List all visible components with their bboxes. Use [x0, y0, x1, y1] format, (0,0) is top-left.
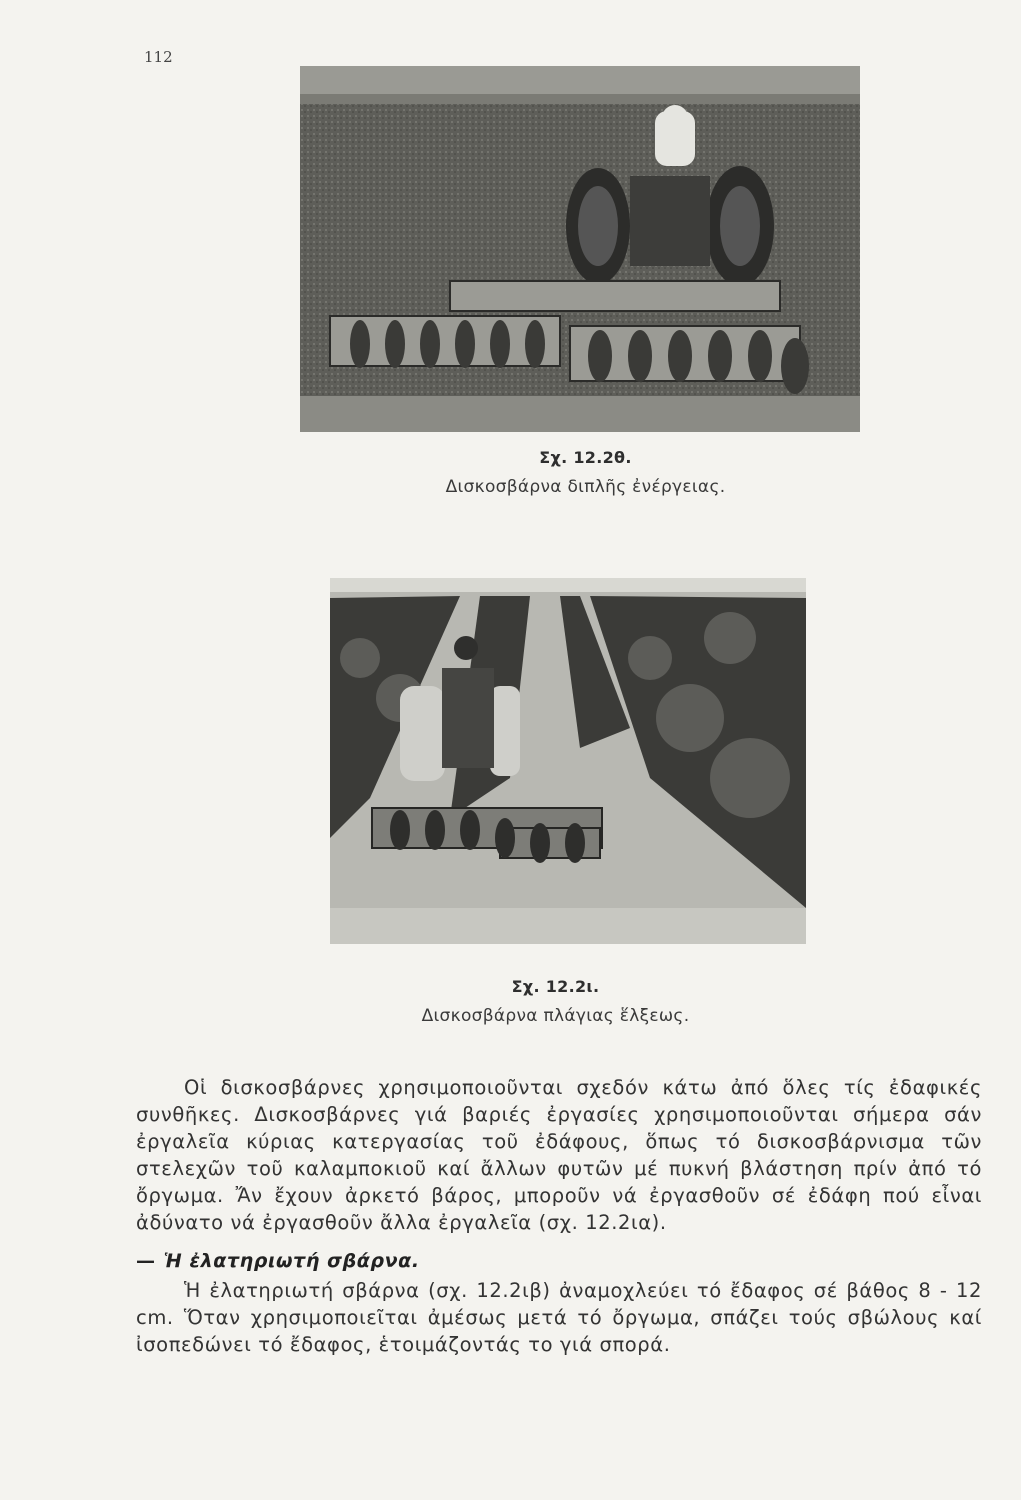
figure-disc-harrow-offset [330, 578, 806, 944]
tractor-field-photo [300, 66, 860, 432]
figure-caption-text-1: Δισκοσβάρνα διπλῆς ἐνέργειας. [445, 477, 726, 497]
heading-dash: — [136, 1250, 156, 1272]
section-heading [136, 1248, 982, 1275]
figure-caption-text-2: Δισκοσβάρνα πλάγιας ἕλξεως. [421, 1006, 690, 1026]
heading-text: Ἡ ἐλατηριωτή σβάρνα. [163, 1250, 420, 1272]
figure-caption-1 [75, 448, 1021, 497]
figure-disc-harrow-double-action [300, 66, 860, 432]
paragraph-disc-harrows: Οἱ δισκοσβάρνες χρησιμοποιοῦνται σχεδόν κάτω ἀπό ὅλες τίς ἐδαφικές συνθῆκες. Δισκοσβάρνες γιά βαριές ἐργασίες χρησιμοποιοῦνται σήμερα σάν ἐργαλεῖα κύριας κατεργασίας τοῦ ἐδάφους, ὅπως τό δισκοσβάρνισμα τῶν στελεχῶν τοῦ καλαμποκιοῦ καί ἄλλων φυτῶν μέ πυκνή βλάστηση πρίν ἀπό τό ὄργωμα. Ἄν ἔχουν ἀρκετό βάρος, μποροῦν νά ἐργασθοῦν σέ ἐδάφη πού εἶναι ἀδύνατο νά ἐργασθοῦν ἄλλα ἐργαλεῖα (σχ. 12.2ια). [136, 1076, 982, 1234]
paragraph-spring-harrow: Ἡ ἐλατηριωτή σβάρνα (σχ. 12.2ιβ) ἀναμοχλεύει τό ἔδαφος σέ βάθος 8 - 12 cm. Ὅταν χρησιμοποιεῖται ἀμέσως μετά τό ὄργωμα, σπάζει τούς σβώλους καί ἰσοπεδώνει τό ἔδαφος, ἑτοιμάζοντάς το γιά σπορά. [136, 1279, 982, 1356]
page-number: 112 [144, 48, 173, 66]
figure-caption-2 [45, 977, 1021, 1026]
figure-number-1: Σχ. 12.2θ. [539, 448, 632, 467]
vineyard-tractor-photo [330, 578, 806, 944]
figure-number-2: Σχ. 12.2ι. [511, 977, 600, 996]
body-text [136, 1074, 982, 1358]
